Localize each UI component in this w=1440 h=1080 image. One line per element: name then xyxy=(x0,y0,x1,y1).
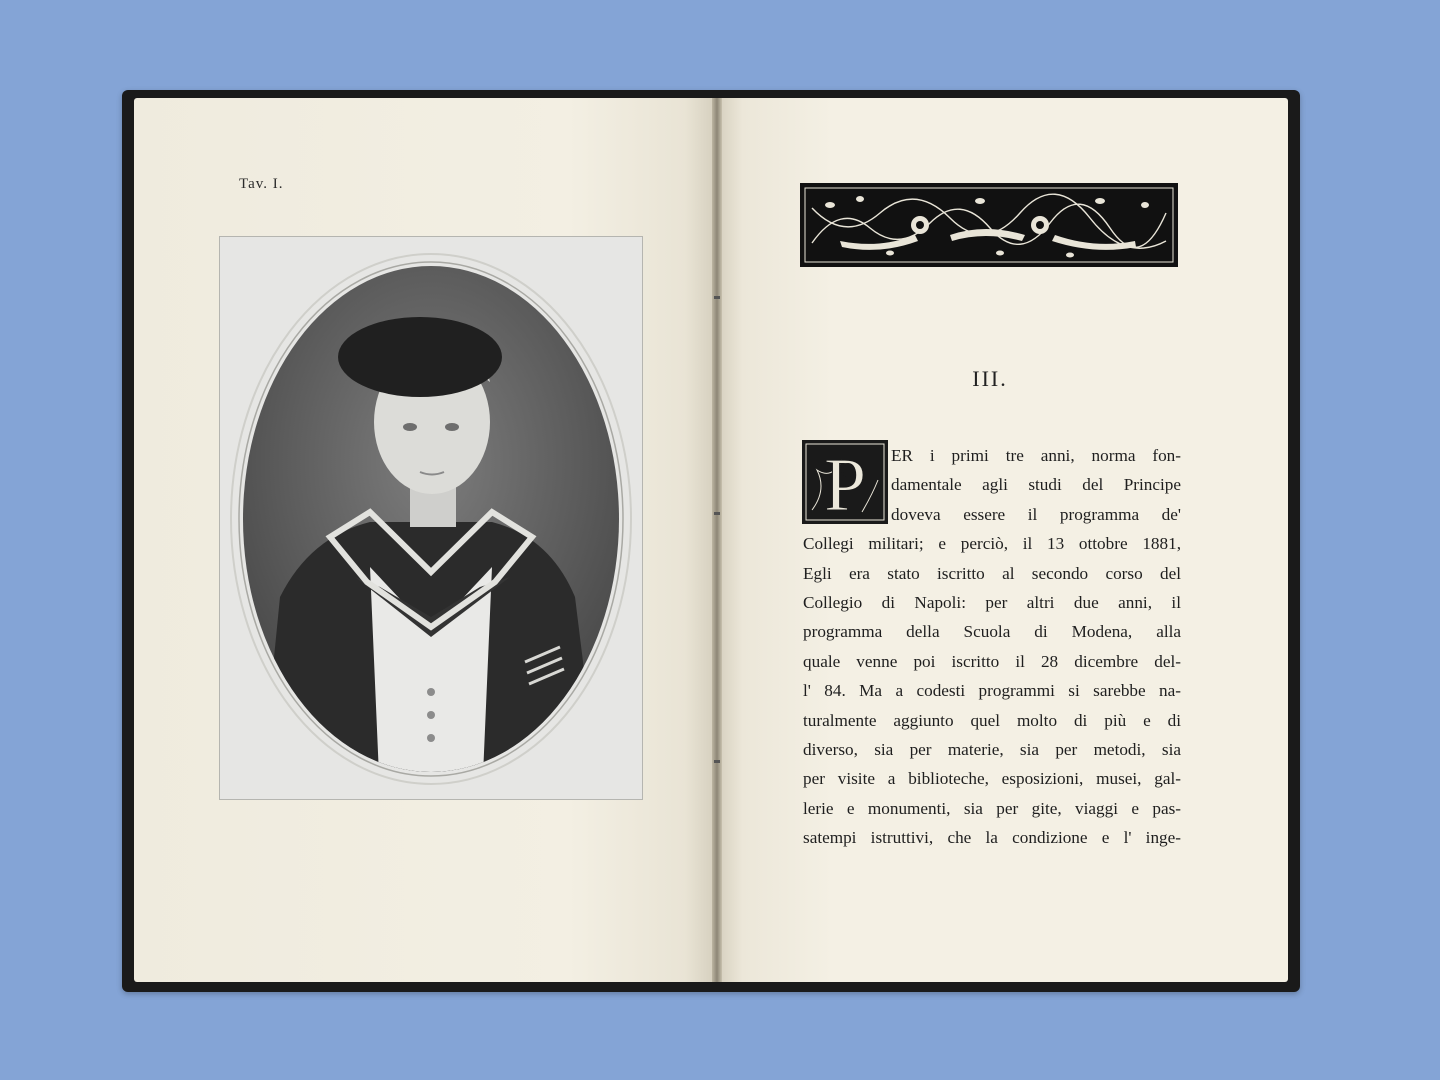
text-line: turalmente aggiunto quel molto di più e di xyxy=(803,710,1181,730)
binding-stitch xyxy=(714,512,720,515)
text-line: damentale agli studi del Principe xyxy=(891,475,1181,495)
text-line: Collegio di Napoli: per altri due anni, il xyxy=(803,592,1181,612)
text-line: diverso, sia per materie, sia per metodi, sia xyxy=(803,739,1181,759)
text-line: quale venne poi iscritto il 28 dicembre del- xyxy=(803,651,1181,671)
text-line: lerie e monumenti, sia per gite, viaggi e pas- xyxy=(803,798,1181,818)
text-line: doveva essere il programma de' xyxy=(891,504,1181,524)
chapter-body-text xyxy=(803,441,1181,852)
text-line: ER i primi tre anni, norma fon- xyxy=(891,446,1181,465)
floral-headpiece-ornament-icon xyxy=(800,183,1178,267)
chapter-number: III. xyxy=(972,366,1008,391)
text-line: Collegi militari; e perciò, il 13 ottobre 1881, xyxy=(803,534,1181,554)
portrait-image xyxy=(220,237,642,799)
dropcap-letter: P xyxy=(823,443,867,524)
plate-label: Tav. I. xyxy=(239,176,284,192)
portrait-photograph xyxy=(219,236,643,800)
text-line: satempi istruttivi, che la condizione e l' inge- xyxy=(803,828,1181,848)
binding-stitch xyxy=(714,760,720,763)
text-line: Egli era stato iscritto al secondo corso del xyxy=(803,563,1181,583)
text-line: per visite a biblioteche, esposizioni, musei, gal- xyxy=(803,769,1181,789)
text-line: programma della Scuola di Modena, alla xyxy=(803,622,1181,642)
binding-stitch xyxy=(714,296,720,299)
book-gutter xyxy=(712,98,722,982)
text-line: l' 84. Ma a codesti programmi si sarebbe na- xyxy=(803,681,1181,701)
